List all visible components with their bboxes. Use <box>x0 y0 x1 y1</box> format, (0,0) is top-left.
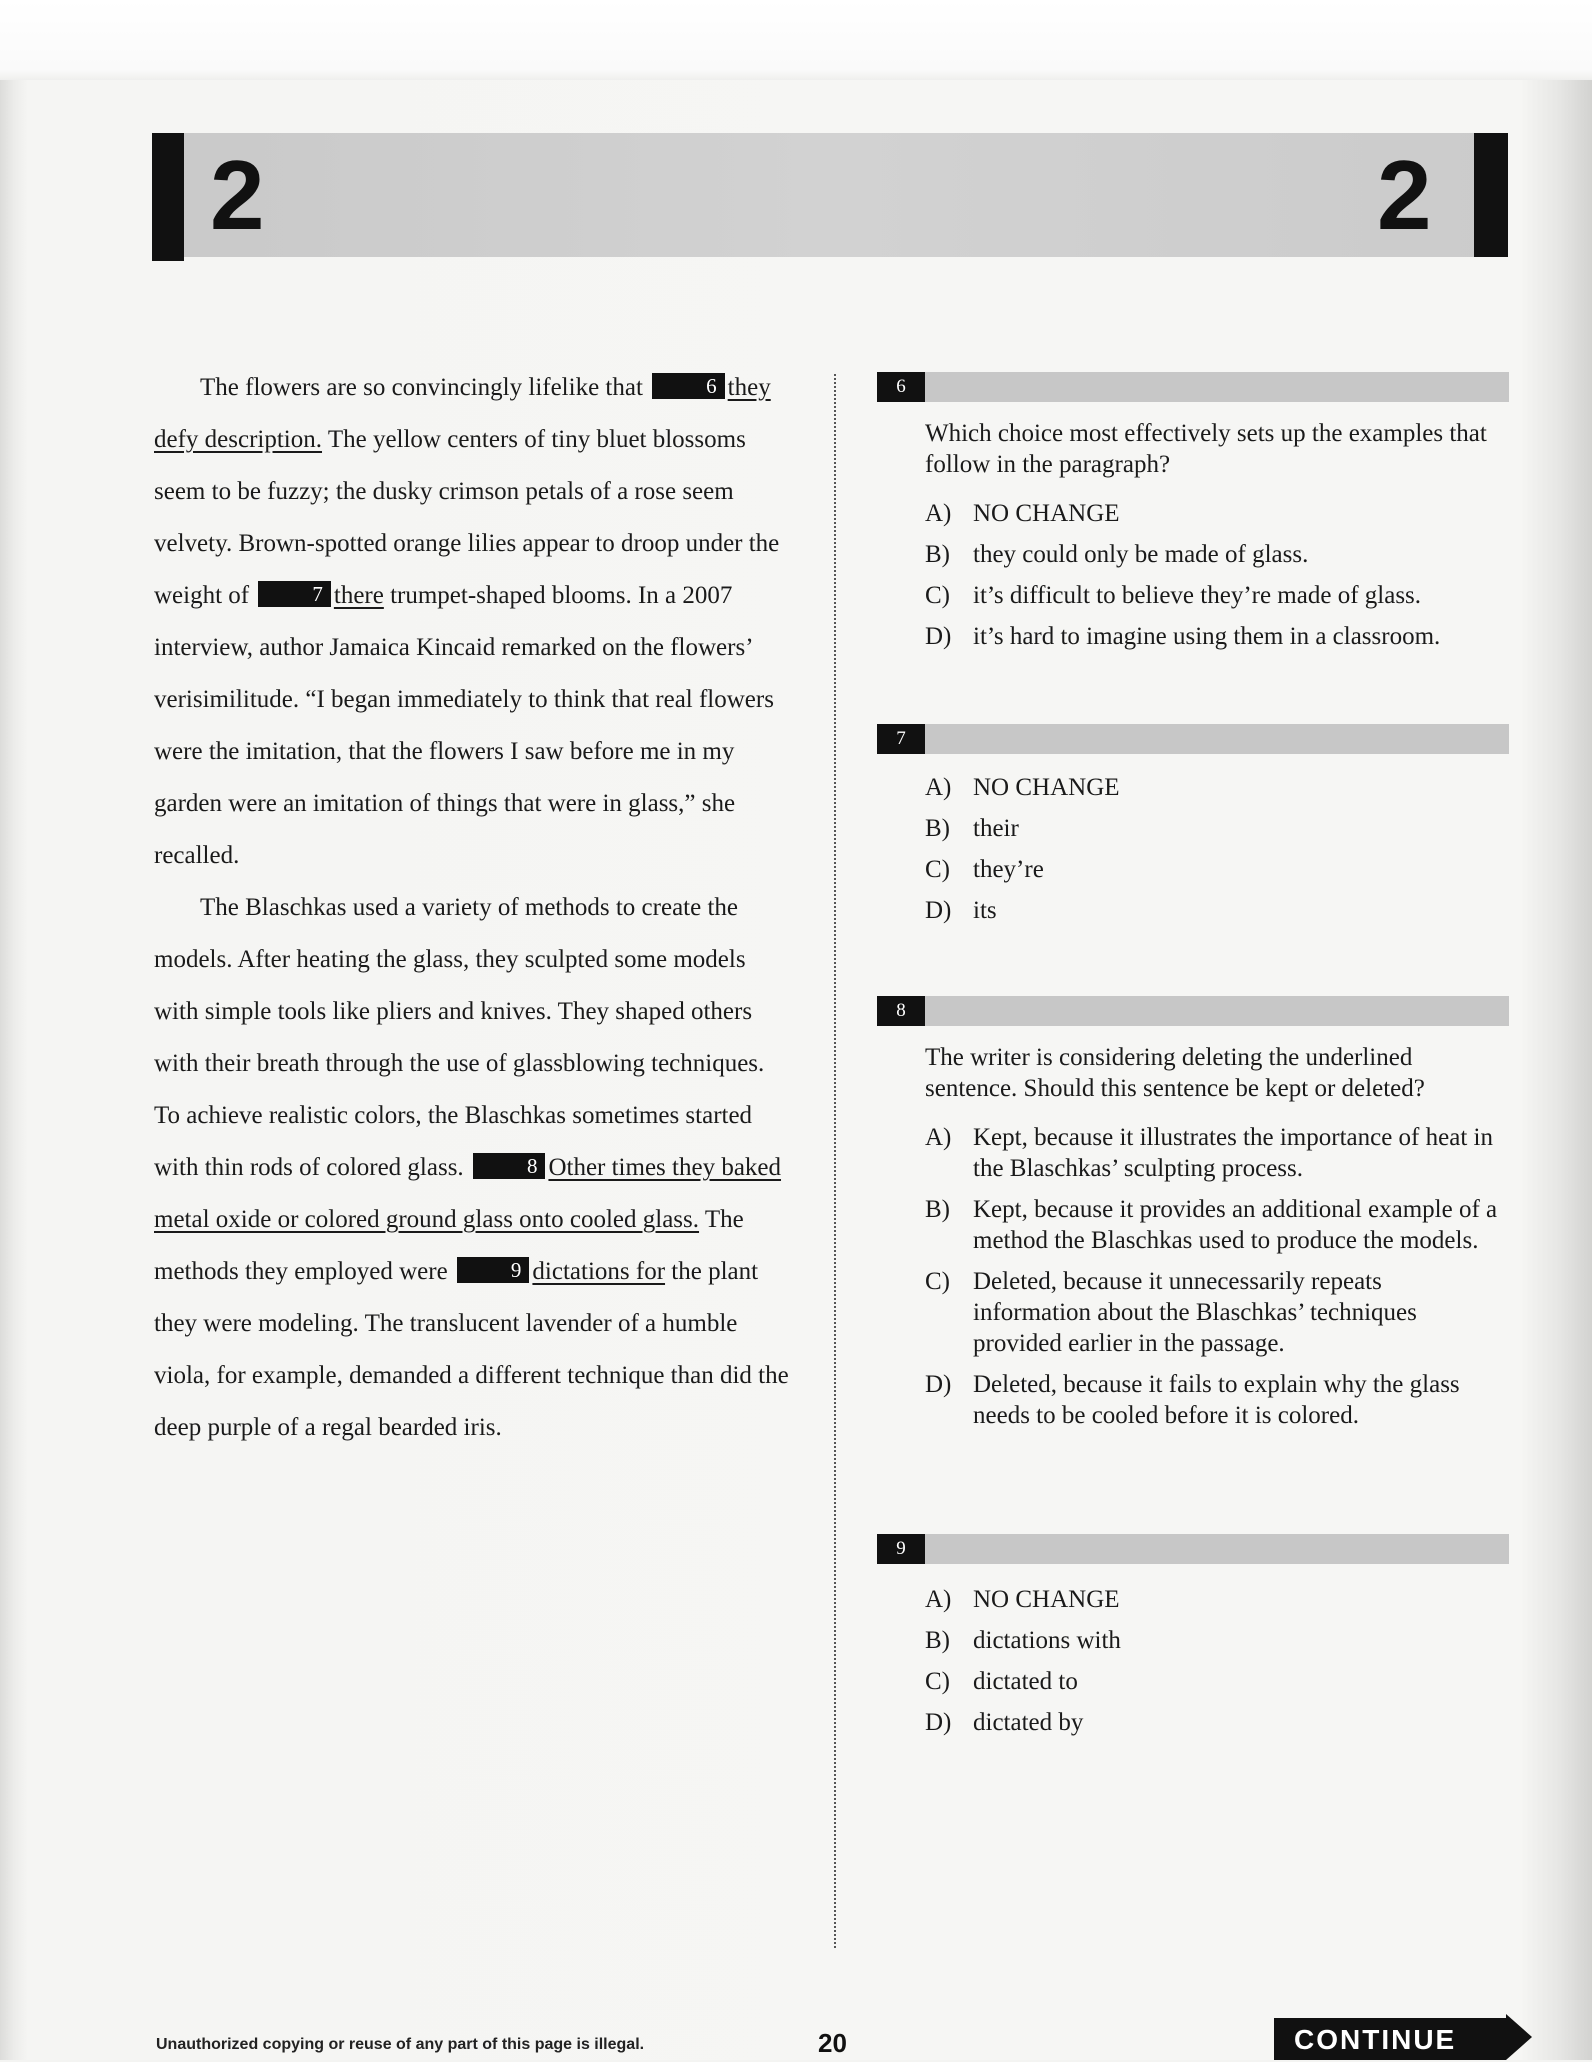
option-letter: C) <box>925 1268 950 1295</box>
answer-option[interactable] <box>925 854 1505 885</box>
question-number-7: 7 <box>877 724 925 754</box>
answer-option[interactable] <box>925 1666 1505 1697</box>
question-number-6: 6 <box>877 372 925 402</box>
option-text: it’s hard to imagine using them in a classroom. <box>973 623 1441 650</box>
option-text: dictated to <box>973 1668 1078 1695</box>
continue-arrow-icon <box>1506 2014 1532 2060</box>
question-marker-8[interactable]: 8 <box>473 1153 546 1179</box>
option-letter: A) <box>925 1124 952 1151</box>
question-stem-6: Which choice most effectively sets up the examples that follow in the paragraph? <box>925 420 1487 478</box>
option-letter: D) <box>925 623 952 650</box>
underlined-text-8: Other times they baked metal oxide or colored ground glass onto cooled glass. <box>154 1154 782 1233</box>
option-letter: C) <box>925 1668 950 1695</box>
question-header-strip <box>925 372 1509 402</box>
option-letter: B) <box>925 1196 950 1223</box>
answer-option[interactable] <box>925 813 1505 844</box>
answer-option[interactable] <box>925 1266 1505 1359</box>
answer-option[interactable] <box>925 1584 1505 1615</box>
passage <box>154 362 794 1454</box>
section-header-band <box>152 133 1508 257</box>
answer-option[interactable] <box>925 621 1505 652</box>
answer-option[interactable] <box>925 498 1505 529</box>
answer-options-9 <box>925 1584 1505 1748</box>
question-header-9 <box>877 1534 1509 1564</box>
option-text: dictations with <box>973 1627 1121 1654</box>
section-number-right: 2 <box>1377 140 1432 250</box>
answer-option[interactable] <box>925 539 1505 570</box>
page-number: 20 <box>818 2028 847 2058</box>
passage-text: trumpet-shaped blooms. In a 2007 interview, author Jamaica Kincaid remarked on the flowers’ verisimilitude. “I began immediately to think that real flowers were the imitation, that the flowers I saw before me in my garden were an imitation of things that were in glass,” she recalled. <box>154 582 774 869</box>
question-header-6 <box>877 372 1509 402</box>
section-header-left-bar <box>152 133 184 261</box>
option-letter: B) <box>925 541 950 568</box>
option-letter: D) <box>925 1371 952 1398</box>
question-header-7 <box>877 724 1509 754</box>
answer-option[interactable] <box>925 1707 1505 1738</box>
underlined-text-7: there <box>333 582 384 609</box>
page-top-margin <box>0 0 1592 80</box>
section-number-left: 2 <box>210 140 265 250</box>
copyright-notice: Unauthorized copying or reuse of any part of this page is illegal. <box>156 2036 645 2053</box>
question-number-9: 9 <box>877 1534 925 1564</box>
option-letter: A) <box>925 500 952 527</box>
section-header-right-bar <box>1474 133 1508 257</box>
question-header-8 <box>877 996 1509 1026</box>
passage-text: The methods they employed were <box>154 1206 744 1285</box>
option-text: they’re <box>973 856 1044 883</box>
option-letter: D) <box>925 1709 952 1736</box>
answer-options-8 <box>925 1122 1505 1441</box>
option-text: Kept, because it illustrates the importance of heat in the Blaschkas’ sculpting process. <box>973 1124 1493 1182</box>
option-letter: C) <box>925 582 950 609</box>
answer-option[interactable] <box>925 1194 1505 1256</box>
answer-option[interactable] <box>925 895 1505 926</box>
option-text: NO CHANGE <box>973 774 1120 801</box>
option-text: NO CHANGE <box>973 1586 1120 1613</box>
column-divider <box>834 374 836 1948</box>
answer-options-6 <box>925 498 1505 662</box>
option-text: their <box>973 815 1019 842</box>
continue-banner: CONTINUE <box>1274 2018 1506 2060</box>
passage-text: the plant they were modeling. The translucent lavender of a humble viola, for example, demanded a different technique than did the deep purple of a regal bearded iris. <box>154 1258 789 1441</box>
answer-options-7 <box>925 772 1505 936</box>
option-letter: C) <box>925 856 950 883</box>
option-text: it’s difficult to believe they’re made of glass. <box>973 582 1422 609</box>
option-text: NO CHANGE <box>973 500 1120 527</box>
answer-option[interactable] <box>925 1625 1505 1656</box>
option-text: Kept, because it provides an additional example of a method the Blaschkas used to produce the models. <box>973 1196 1498 1254</box>
question-marker-9[interactable]: 9 <box>457 1257 530 1283</box>
option-letter: D) <box>925 897 952 924</box>
underlined-text-6: they defy description. <box>154 374 771 453</box>
underlined-text-9: dictations for <box>532 1258 666 1285</box>
option-text: they could only be made of glass. <box>973 541 1309 568</box>
option-text: Deleted, because it fails to explain why the glass needs to be cooled before it is colored. <box>973 1371 1460 1429</box>
question-stem-8: The writer is considering deleting the underlined sentence. Should this sentence be kept or deleted? <box>925 1044 1425 1102</box>
option-text: dictated by <box>973 1709 1084 1736</box>
passage-paragraph-1 <box>154 362 794 882</box>
answer-option[interactable] <box>925 580 1505 611</box>
question-header-strip <box>925 996 1509 1026</box>
passage-text: The yellow centers of tiny bluet blossoms seem to be fuzzy; the dusky crimson petals of a rose seem velvety. Brown-spotted orange lilies appear to droop under the weight of <box>154 426 780 609</box>
passage-text: The flowers are so convincingly lifelike that <box>200 374 643 401</box>
passage-paragraph-2 <box>154 882 794 1454</box>
answer-option[interactable] <box>925 1369 1505 1431</box>
question-number-8: 8 <box>877 996 925 1026</box>
option-letter: B) <box>925 1627 950 1654</box>
option-text: Deleted, because it unnecessarily repeats information about the Blaschkas’ techniques provided earlier in the passage. <box>973 1268 1417 1357</box>
answer-option[interactable] <box>925 772 1505 803</box>
passage-text: The Blaschkas used a variety of methods to create the models. After heating the glass, they sculpted some models with simple tools like pliers and knives. They shaped others with their breath through the use of glassblowing techniques. To achieve realistic colors, the Blaschkas sometimes started with thin rods of colored glass. <box>154 894 765 1181</box>
option-letter: B) <box>925 815 950 842</box>
option-text: its <box>973 897 997 924</box>
question-header-strip <box>925 724 1509 754</box>
question-marker-7[interactable]: 7 <box>258 581 331 607</box>
answer-option[interactable] <box>925 1122 1505 1184</box>
question-header-strip <box>925 1534 1509 1564</box>
question-marker-6[interactable]: 6 <box>652 373 725 399</box>
option-letter: A) <box>925 1586 952 1613</box>
option-letter: A) <box>925 774 952 801</box>
